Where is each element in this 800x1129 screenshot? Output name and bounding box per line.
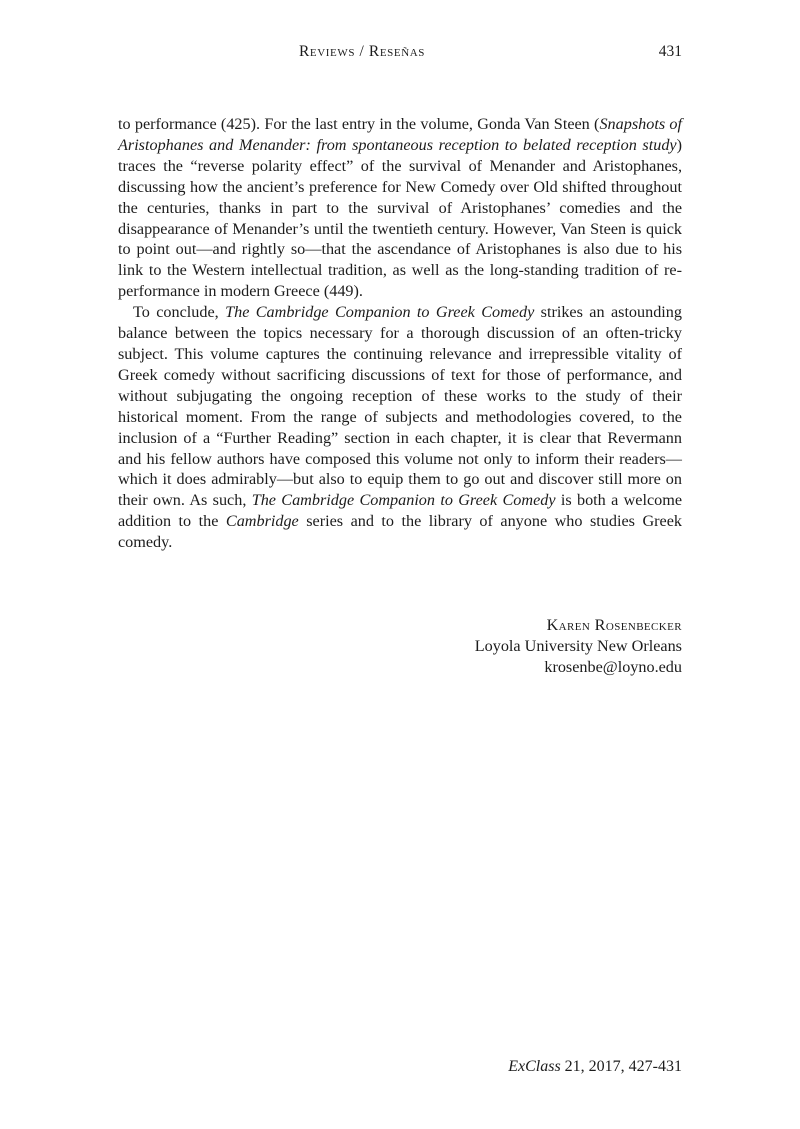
italic-text-run: The Cambridge Companion to Greek Comedy [225,303,535,322]
header-title: Reviews / Reseñas [298,43,426,60]
italic-text-run: The Cambridge Companion to Greek Comedy [251,491,556,510]
text-run: is both a welcome addition to the [118,491,683,531]
paragraph [118,114,682,302]
text-run: To conclude, [133,303,226,322]
signature-block [475,615,682,678]
text-run: series and to the library of anyone who studies Greek comedy. [118,512,682,552]
italic-text-run: Cambridge [225,512,299,531]
running-head [118,43,682,63]
page-number: 431 [658,43,682,60]
review-body [118,114,682,553]
italic-text-run: Snapshots of Aristophanes and Menander: from spontaneous reception to belated reception study [118,115,682,154]
author-email: krosenbe@loyno.edu [544,658,682,676]
page-footer [508,1058,682,1076]
author-affiliation: Loyola University New Orleans [474,637,682,655]
paragraph [118,302,682,553]
text-run: strikes an astounding balance between the topics necessary for a thorough discussion of an often-tricky subject. This volume captures the continuing relevance and irrepressible vitality of Greek comedy without sacrificing discussions of text for those of performance, and without subjugating the ongoing reception of these works to the study of their historical moment. From the range of subjects and methodologies covered, to the inclusion of a “Further Reading” section in each chapter, it is clear that Revermann and his fellow authors have composed this volume not only to inform their readers—which it does admirably—but also to equip them to go out and discover still more on their own. As such, [118,303,682,510]
author-name: Karen Rosenbecker [546,616,682,634]
text-run: to performance (425). For the last entry in the volume, Gonda Van Steen ( [118,115,600,133]
footer-citation: 21, 2017, 427-431 [560,1058,682,1075]
text-run: ) traces the “reverse polarity effect” of the survival of Menander and Aristophanes, discussing how the ancient’s preference for New Comedy over Old shifted throughout the centuries, thanks in part to the survival of Aristophanes’ comedies and the disappearance of Menander’s until the twentieth century. However, Van Steen is quick to point out—and rightly so—that the ascendance of Aristophanes is also due to his link to the Western intellectual tradition, as well as the long-standing tradition of re-performance in modern Greece (449). [118,135,682,301]
journal-name: ExClass [508,1058,561,1075]
